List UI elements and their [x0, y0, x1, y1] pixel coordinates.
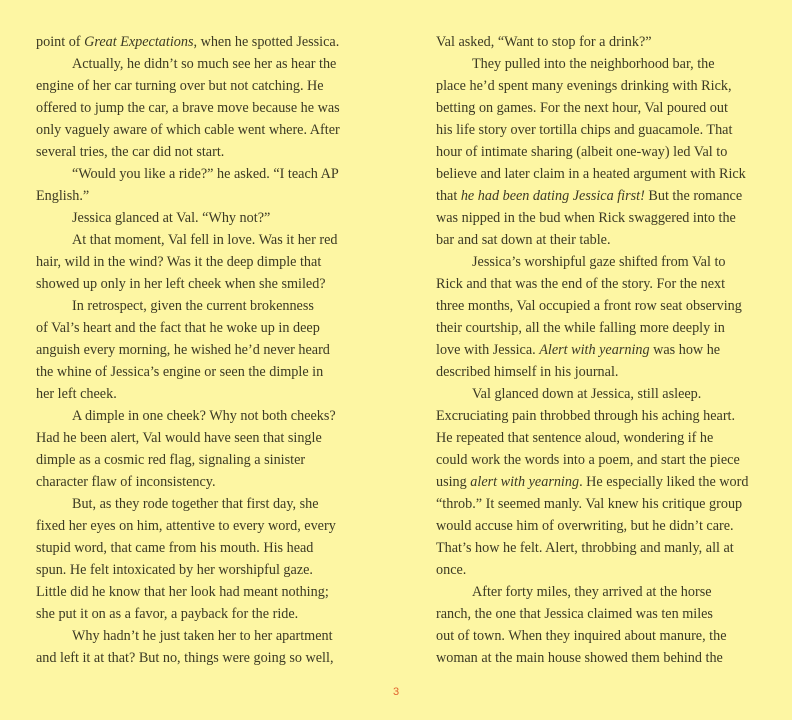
text-segment: But the romance: [644, 188, 743, 204]
text-line: Little did he know that her look had meant nothing;: [36, 584, 329, 600]
text-line: their courtship, all the while falling more deeply in: [436, 320, 725, 336]
text-segment: love with Jessica.: [436, 342, 540, 358]
text-line: [36, 31, 352, 53]
text-line: several tries, the car did not start.: [36, 144, 225, 160]
text-line: showed up only in her left cheek when she smiled?: [36, 276, 326, 292]
text-segment: using: [436, 474, 471, 490]
text-line: hour of intimate sharing (albeit one-way) led Val to: [436, 144, 728, 160]
text-line: character flaw of inconsistency.: [36, 474, 216, 490]
text-line: his life story over tortilla chips and guacamole. That: [436, 122, 733, 138]
text-line: engine of her car turning over but not catching. He: [36, 78, 324, 94]
italic-text: Alert with yearning: [539, 342, 650, 358]
text-line: bar and sat down at their table.: [436, 232, 611, 248]
text-line: spun. He felt intoxicated by her worshipful gaze.: [36, 562, 313, 578]
text-line: But, as they rode together that first day, she: [72, 496, 319, 512]
italic-text: alert with yearning: [470, 474, 580, 490]
text-line: In retrospect, given the current brokenness: [72, 298, 314, 314]
text-line: At that moment, Val fell in love. Was it her red: [72, 232, 338, 248]
text-line: the whine of Jessica’s engine or seen the dimple in: [36, 364, 324, 380]
text-segment: , when he spotted Jessica.: [193, 34, 340, 50]
text-line: “Would you like a ride?” he asked. “I teach AP: [72, 166, 339, 182]
text-line: Why hadn’t he just taken her to her apartment: [72, 628, 333, 644]
text-line: believe and later claim in a heated argument with Rick: [436, 166, 746, 182]
text-line: described himself in his journal.: [436, 364, 619, 380]
left-text-column: [36, 31, 352, 669]
text-line: could work the words into a poem, and start the piece: [436, 452, 740, 468]
text-line: [436, 185, 760, 207]
text-line: fixed her eyes on him, attentive to every word, every: [36, 518, 336, 534]
text-line: [436, 339, 760, 361]
text-line: They pulled into the neighborhood bar, the: [472, 56, 715, 72]
text-segment: that: [436, 188, 461, 204]
text-line: would accuse him of overwriting, but he didn’t care.: [436, 518, 734, 534]
text-line: anguish every morning, he wished he’d never heard: [36, 342, 330, 358]
text-line: English.”: [36, 188, 90, 204]
right-text-column: [436, 31, 760, 669]
text-line: He repeated that sentence aloud, wondering if he: [436, 430, 714, 446]
text-line: only vaguely aware of which cable went where. After: [36, 122, 340, 138]
text-line: out of town. When they inquired about manure, the: [436, 628, 727, 644]
text-line: place he’d spent many evenings drinking with Rick,: [436, 78, 732, 94]
text-segment: was how he: [649, 342, 721, 358]
text-segment: point of: [36, 34, 85, 50]
text-line: three months, Val occupied a front row seat observing: [436, 298, 742, 314]
text-line: ranch, the one that Jessica claimed was ten miles: [436, 606, 713, 622]
text-line: Excruciating pain throbbed through his aching heart.: [436, 408, 736, 424]
text-line: her left cheek.: [36, 386, 117, 402]
text-line: Val asked, “Want to stop for a drink?”: [436, 34, 652, 50]
page-number: 3: [392, 686, 400, 698]
text-line: of Val’s heart and the fact that he woke up in deep: [36, 320, 320, 336]
italic-text: he had been dating Jessica first!: [460, 188, 645, 204]
text-line: once.: [436, 562, 467, 578]
text-line: Jessica’s worshipful gaze shifted from Val to: [472, 254, 726, 270]
text-line: stupid word, that came from his mouth. His head: [36, 540, 314, 556]
text-line: dimple as a cosmic red flag, signaling a sinister: [36, 452, 306, 468]
text-line: Val glanced down at Jessica, still asleep.: [472, 386, 702, 402]
text-segment: . He especially liked the word: [579, 474, 749, 490]
text-line: Rick and that was the end of the story. For the next: [436, 276, 726, 292]
text-line: was nipped in the bud when Rick swaggered into the: [436, 210, 736, 226]
text-line: woman at the main house showed them behind the: [436, 650, 723, 666]
text-line: and left it at that? But no, things were going so well,: [36, 650, 334, 666]
text-line: hair, wild in the wind? Was it the deep dimple that: [36, 254, 322, 270]
text-line: A dimple in one cheek? Why not both cheeks?: [72, 408, 336, 424]
text-line: she put it on as a favor, a payback for the ride.: [36, 606, 299, 622]
text-line: That’s how he felt. Alert, throbbing and manly, all at: [436, 540, 734, 556]
text-line: Had he been alert, Val would have seen that single: [36, 430, 322, 446]
text-line: betting on games. For the next hour, Val poured out: [436, 100, 728, 116]
italic-text: Great Expectations: [84, 34, 194, 50]
text-line: offered to jump the car, a brave move because he was: [36, 100, 340, 116]
text-line: Jessica glanced at Val. “Why not?”: [72, 210, 271, 226]
text-line: Actually, he didn’t so much see her as hear the: [72, 56, 337, 72]
text-line: “throb.” It seemed manly. Val knew his critique group: [436, 496, 743, 512]
text-line: After forty miles, they arrived at the horse: [472, 584, 712, 600]
text-line: [436, 471, 760, 493]
